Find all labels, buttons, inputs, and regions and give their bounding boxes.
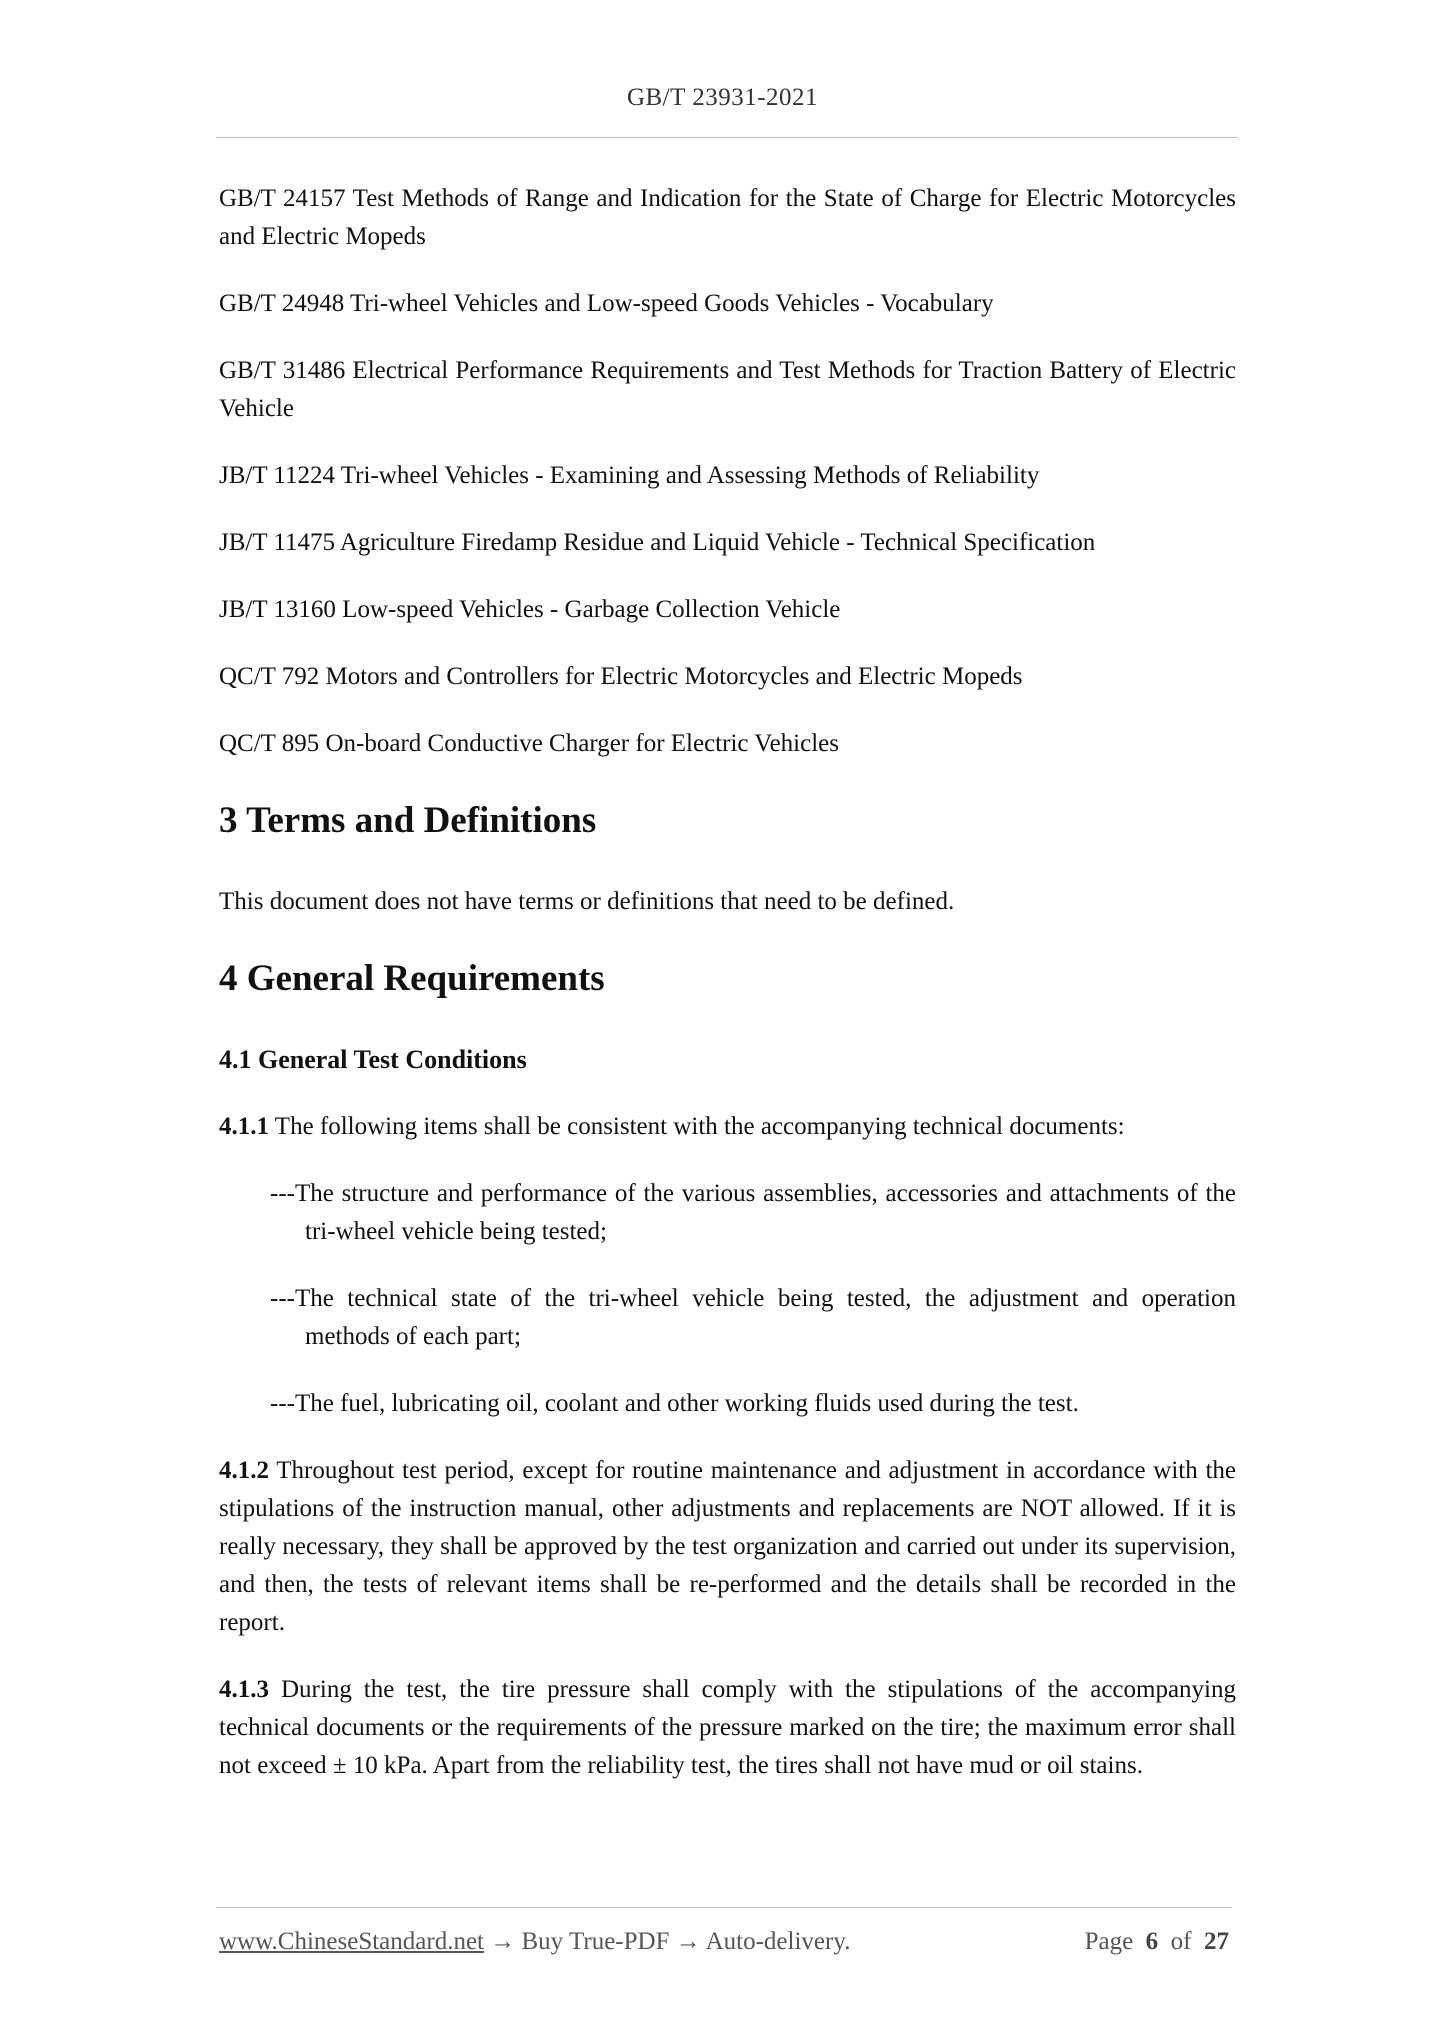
footer-divider (216, 1907, 1232, 1908)
clause-number: 4.1.1 (219, 1113, 269, 1140)
clause-number: 4.1.2 (219, 1457, 269, 1484)
current-page: 6 (1145, 1928, 1159, 1955)
clause-text: During the test, the tire pressure shall comply with the stipulations of the accompanying technical documents or the requirements of the pressure marked on the tire; the maximum error shall not exceed ± 10 kPa. Apart from the reliability test, the tires shall not have mud or oil stains. (219, 1676, 1236, 1779)
reference-item: QC/T 792 Motors and Controllers for Electric Motorcycles and Electric Mopeds (219, 663, 1023, 690)
arrow-right-icon: → (669, 1928, 706, 1955)
header-title: GB/T 23931-2021 (626, 84, 819, 111)
reference-item: JB/T 13160 Low-speed Vehicles - Garbage Collection Vehicle (219, 596, 841, 623)
clause-text: Throughout test period, except for routine maintenance and adjustment in accordance with the stipulations of the instruction manual, other adjustments and replacements are NOT allowed. If it is really necessary, they shall be approved by the test organization and carried out under its supervision, and then, the tests of relevant items shall be re-performed and the details shall be recorded in the report. (219, 1457, 1236, 1636)
list-item: ---The technical state of the tri-wheel vehicle being tested, the adjustment and operation methods of each part; (270, 1285, 1236, 1350)
list-item: ---The fuel, lubricating oil, coolant and other working fluids used during the test. (270, 1390, 1079, 1417)
reference-item: JB/T 11475 Agriculture Firedamp Residue and Liquid Vehicle - Technical Specification (219, 529, 1096, 556)
clause-number: 4.1.3 (219, 1676, 269, 1703)
section-3-body: This document does not have terms or definitions that need to be defined. (219, 888, 955, 915)
clause-4-1-3 (219, 1671, 1236, 1785)
clause-4-1-2 (219, 1452, 1236, 1642)
buy-pdf-text: Buy True-PDF (521, 1928, 670, 1955)
website-link[interactable]: www.ChineseStandard.net (219, 1928, 484, 1955)
section-4-heading: 4 General Requirements (219, 958, 605, 999)
page-label: Page (1084, 1928, 1134, 1955)
page-content (219, 180, 1236, 1814)
section-4-1-heading: 4.1 General Test Conditions (219, 1045, 527, 1074)
total-pages: 27 (1204, 1928, 1229, 1955)
of-label: of (1170, 1928, 1192, 1955)
clause-4-1-1 (219, 1108, 1236, 1146)
clause-text: The following items shall be consistent with the accompanying technical documents: (269, 1113, 1125, 1140)
footer-promo (219, 1928, 850, 1956)
arrow-right-icon: → (484, 1928, 522, 1955)
reference-item: JB/T 11224 Tri-wheel Vehicles - Examining and Assessing Methods of Reliability (219, 462, 1040, 489)
section-3-heading: 3 Terms and Definitions (219, 800, 597, 841)
reference-item: QC/T 895 On-board Conductive Charger for Electric Vehicles (219, 730, 839, 757)
auto-delivery-text: Auto-delivery. (705, 1928, 851, 1955)
reference-item: GB/T 31486 Electrical Performance Requirements and Test Methods for Traction Battery of Electric Vehicle (219, 357, 1236, 422)
header-divider (216, 137, 1238, 138)
list-item: ---The structure and performance of the various assemblies, accessories and attachments of the tri-wheel vehicle being tested; (270, 1180, 1236, 1245)
page-number (1085, 1928, 1229, 1956)
reference-item: GB/T 24157 Test Methods of Range and Indication for the State of Charge for Electric Motorcycles and Electric Mopeds (219, 185, 1236, 250)
reference-item: GB/T 24948 Tri-wheel Vehicles and Low-speed Goods Vehicles - Vocabulary (219, 290, 994, 317)
